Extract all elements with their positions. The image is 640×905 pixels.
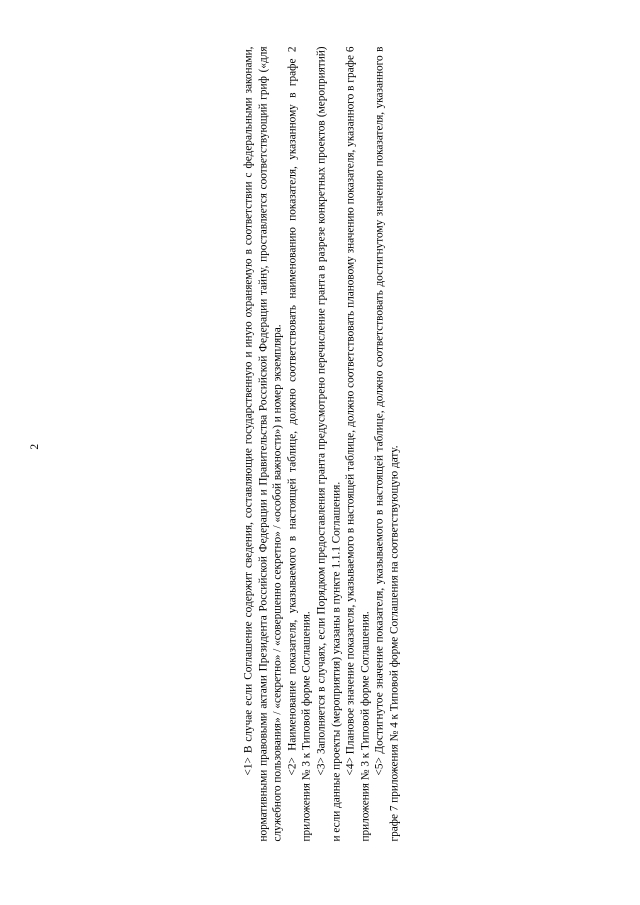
footnote-3: <3> Заполняется в случаях, если Порядком предоставления гранта предусмотрено перечисление гранта в разрезе конкретных проектов (мероприятий) и если данные проекты (мероприятия) указаны в пункте 1.1.1 Соглашения.	[315, 46, 343, 842]
footnotes-text-block	[242, 47, 403, 842]
footnote-2: <2> Наименование показателя, указываемого в настоящей таблице, должно соответствовать наименованию показателя, указанному в графе 2 приложения № 3 к Типовой форме Соглашения.	[286, 46, 314, 842]
footnote-4: <4> Плановое значение показателя, указываемого в настоящей таблице, должно соответствовать плановому значению показателя, указанного в графе 6 приложения № 3 к Типовой форме Соглашения.	[344, 46, 372, 842]
page-number: 2	[29, 443, 42, 450]
footnote-5: <5> Достигнутое значение показателя, указываемого в настоящей таблице, должно соответствовать достигнутому значению показателя, указанного в графе 7 приложения № 4 к Типовой форме Соглашения на соответствующую дату.	[374, 46, 401, 842]
footnote-1: <1> В случае если Соглашение содержит сведения, составляющие государственную и иную охраняемую в соответствии с федеральными законами, нормативными правовыми актами Президента Российской Федерации и Правительства Российской Федерации тайну, проставляется соответствующий гриф («для служебного пользования» / «секретно» / «совершенно секретно» / «особой важности») и номер экземпляра.	[242, 46, 284, 842]
